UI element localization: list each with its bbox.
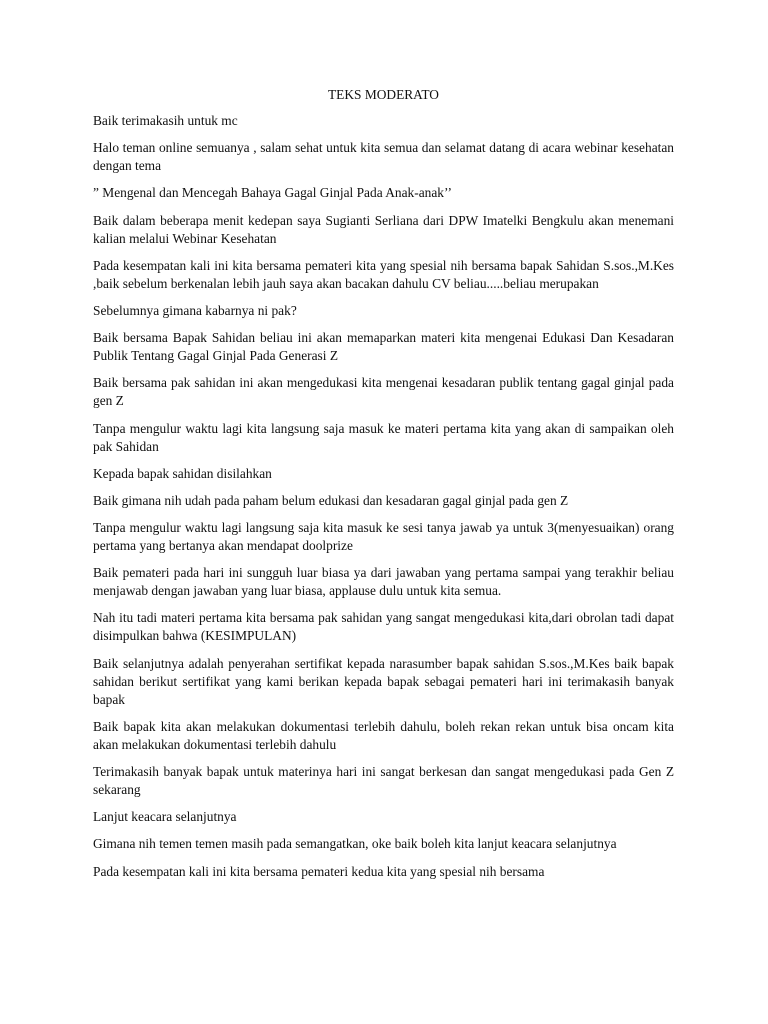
paragraph: Lanjut keacara selanjutnya — [93, 809, 237, 825]
paragraph: Baik bersama Bapak Sahidan beliau ini akan memaparkan materi kita mengenai Edukasi Dan Kesadaran Publik Tentang Gagal Ginjal Pada Generasi Z — [93, 330, 674, 364]
paragraph: Halo teman online semuanya , salam sehat untuk kita semua dan selamat datang di acara webinar kesehatan dengan tema — [93, 140, 674, 174]
paragraph: Tanpa mengulur waktu lagi langsung saja kita masuk ke sesi tanya jawab ya untuk 3(menyesuaikan) orang pertama yang bertanya akan mendapat doolprize — [93, 520, 674, 554]
paragraph: Baik bersama pak sahidan ini akan mengedukasi kita mengenai kesadaran publik tentang gagal ginjal pada gen Z — [93, 375, 674, 409]
paragraph: Kepada bapak sahidan disilahkan — [93, 465, 272, 481]
paragraph: Nah itu tadi materi pertama kita bersama pak sahidan yang sangat mengedukasi kita,dari obrolan tadi dapat disimpulkan bahwa (KESIMPULAN) — [93, 610, 674, 644]
paragraph: Pada kesempatan kali ini kita bersama pemateri kita yang spesial nih bersama bapak Sahidan S.sos.,M.Kes ,baik sebelum berkenalan lebih jauh saya akan bacakan dahulu CV beliau.....beliau merupakan — [93, 257, 674, 291]
paragraph: ” Mengenal dan Mencegah Bahaya Gagal Ginjal Pada Anak-anak’’ — [93, 185, 452, 201]
paragraph: Baik dalam beberapa menit kedepan saya Sugianti Serliana dari DPW Imatelki Bengkulu akan menemani kalian melalui Webinar Kesehatan — [93, 212, 674, 246]
paragraph: Sebelumnya gimana kabarnya ni pak? — [93, 302, 297, 318]
paragraph: Pada kesempatan kali ini kita bersama pemateri kedua kita yang spesial nih bersama — [93, 863, 545, 879]
paragraph: Baik selanjutnya adalah penyerahan sertifikat kepada narasumber bapak sahidan S.sos.,M.Kes baik bapak sahidan berikut sertifikat yang kami berikan kepada bapak sebagai pemateri hari ini terimakasih banyak bapak — [93, 655, 674, 707]
document-body — [93, 86, 674, 890]
paragraph: Gimana nih temen temen masih pada semangatkan, oke baik boleh kita lanjut keacara selanjutnya — [93, 836, 617, 852]
paragraph: Tanpa mengulur waktu lagi kita langsung saja masuk ke materi pertama kita yang akan di sampaikan oleh pak Sahidan — [93, 420, 674, 454]
paragraph: Baik terimakasih untuk mc — [93, 113, 238, 128]
paragraph: Baik gimana nih udah pada paham belum edukasi dan kesadaran gagal ginjal pada gen Z — [93, 492, 569, 508]
paragraph: Terimakasih banyak bapak untuk materinya hari ini sangat berkesan dan sangat mengedukasi pada Gen Z sekarang — [93, 764, 674, 797]
document-title: TEKS MODERATO — [328, 87, 439, 102]
paragraph: Baik bapak kita akan melakukan dokumentasi terlebih dahulu, boleh rekan rekan untuk bisa oncam kita akan melakukan dokumentasi terlebih dahulu — [93, 718, 674, 752]
paragraph: Baik pemateri pada hari ini sungguh luar biasa ya dari jawaban yang pertama sampai yang terakhir beliau menjawab dengan jawaban yang luar biasa, applause dulu untuk kita semua. — [93, 565, 674, 599]
